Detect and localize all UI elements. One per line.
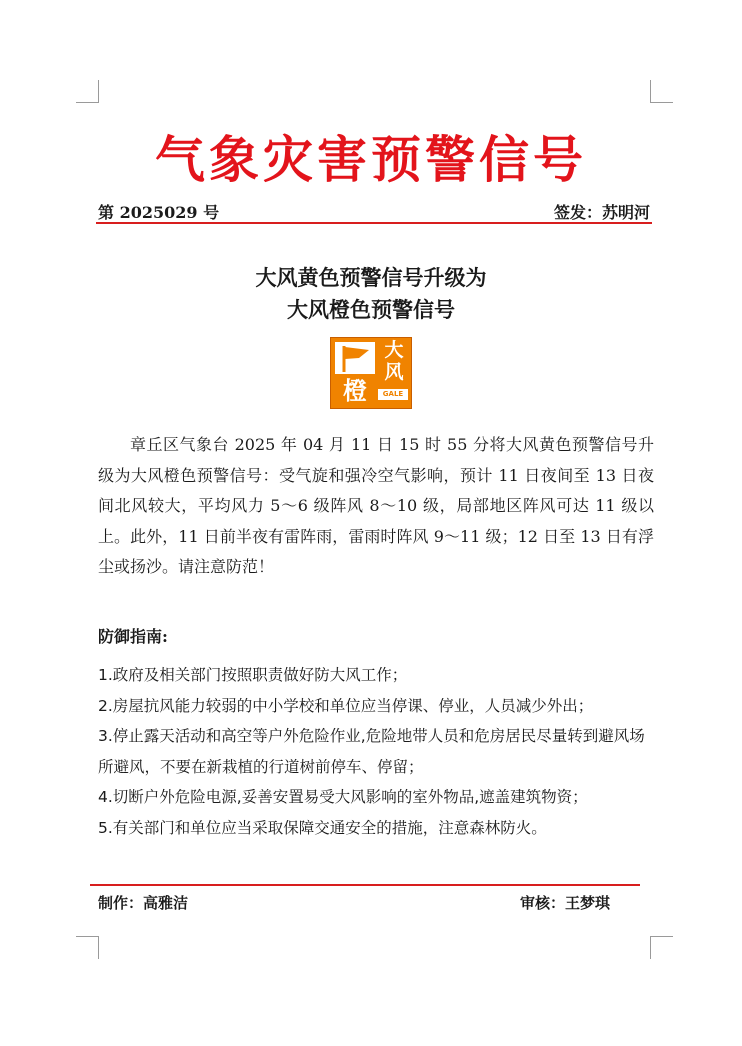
list-item: 3.停止露天活动和高空等户外危险作业,危险地带人员和危房居民尽量转到避风场所避风，不要在新栽植的行道树前停车、停留；	[98, 727, 645, 776]
gale-orange-warning-icon	[330, 337, 412, 409]
crop-mark-bottom-right	[650, 936, 673, 959]
document-meta-row	[98, 200, 650, 223]
warning-body-text: 章丘区气象台 2025 年 04 月 11 日 15 时 55 分将大风黄色预警信号升级为大风橙色预警信号：受气旋和强冷空气影响，预计 11 日夜间至 13 日夜间北风较大，平均风力 5～6 级阵风 8～10 级，局部地区阵风可达 11 级以上。此外，11 日前半夜有雷阵雨，雷雨时阵风 9～11 级；12 日至 13 日有浮尘或扬沙。请注意防范！	[98, 435, 654, 576]
defense-guide-list	[98, 660, 654, 843]
document-number: 第 2025029 号	[98, 203, 220, 222]
footer-divider	[90, 884, 640, 886]
signal-char-feng: 风	[384, 361, 404, 383]
issuer-signature: 签发：苏明河	[553, 203, 650, 222]
crop-mark-bottom-left	[76, 936, 99, 959]
list-item: 2.房屋抗风能力较弱的中小学校和单位应当停课、停业，人员减少外出；	[98, 696, 594, 715]
signal-level-char: 橙	[343, 377, 367, 405]
signal-char-da: 大	[384, 339, 404, 361]
made-by: 制作：高雅洁	[98, 894, 189, 912]
wind-flag-icon	[335, 342, 375, 374]
list-item: 1.政府及相关部门按照职责做好防大风工作；	[98, 666, 408, 684]
list-item: 4.切断户外危险电源,妥善安置易受大风影响的室外物品,遮盖建筑物资；	[98, 788, 588, 806]
headline-line-1: 大风黄色预警信号升级为	[255, 265, 487, 290]
list-item: 5.有关部门和单位应当采取保障交通安全的措施，注意森林防火。	[98, 818, 547, 837]
crop-mark-top-left	[76, 80, 99, 103]
masthead-title: 气象灾害预警信号	[155, 131, 587, 189]
defense-guide-title: 防御指南:	[98, 627, 168, 646]
signal-en-label: GALE	[378, 389, 408, 400]
header-divider	[96, 222, 652, 224]
headline-line-2: 大风橙色预警信号	[287, 297, 455, 322]
crop-mark-top-right	[650, 80, 673, 103]
reviewed-by: 审核：王梦琪	[520, 894, 611, 912]
